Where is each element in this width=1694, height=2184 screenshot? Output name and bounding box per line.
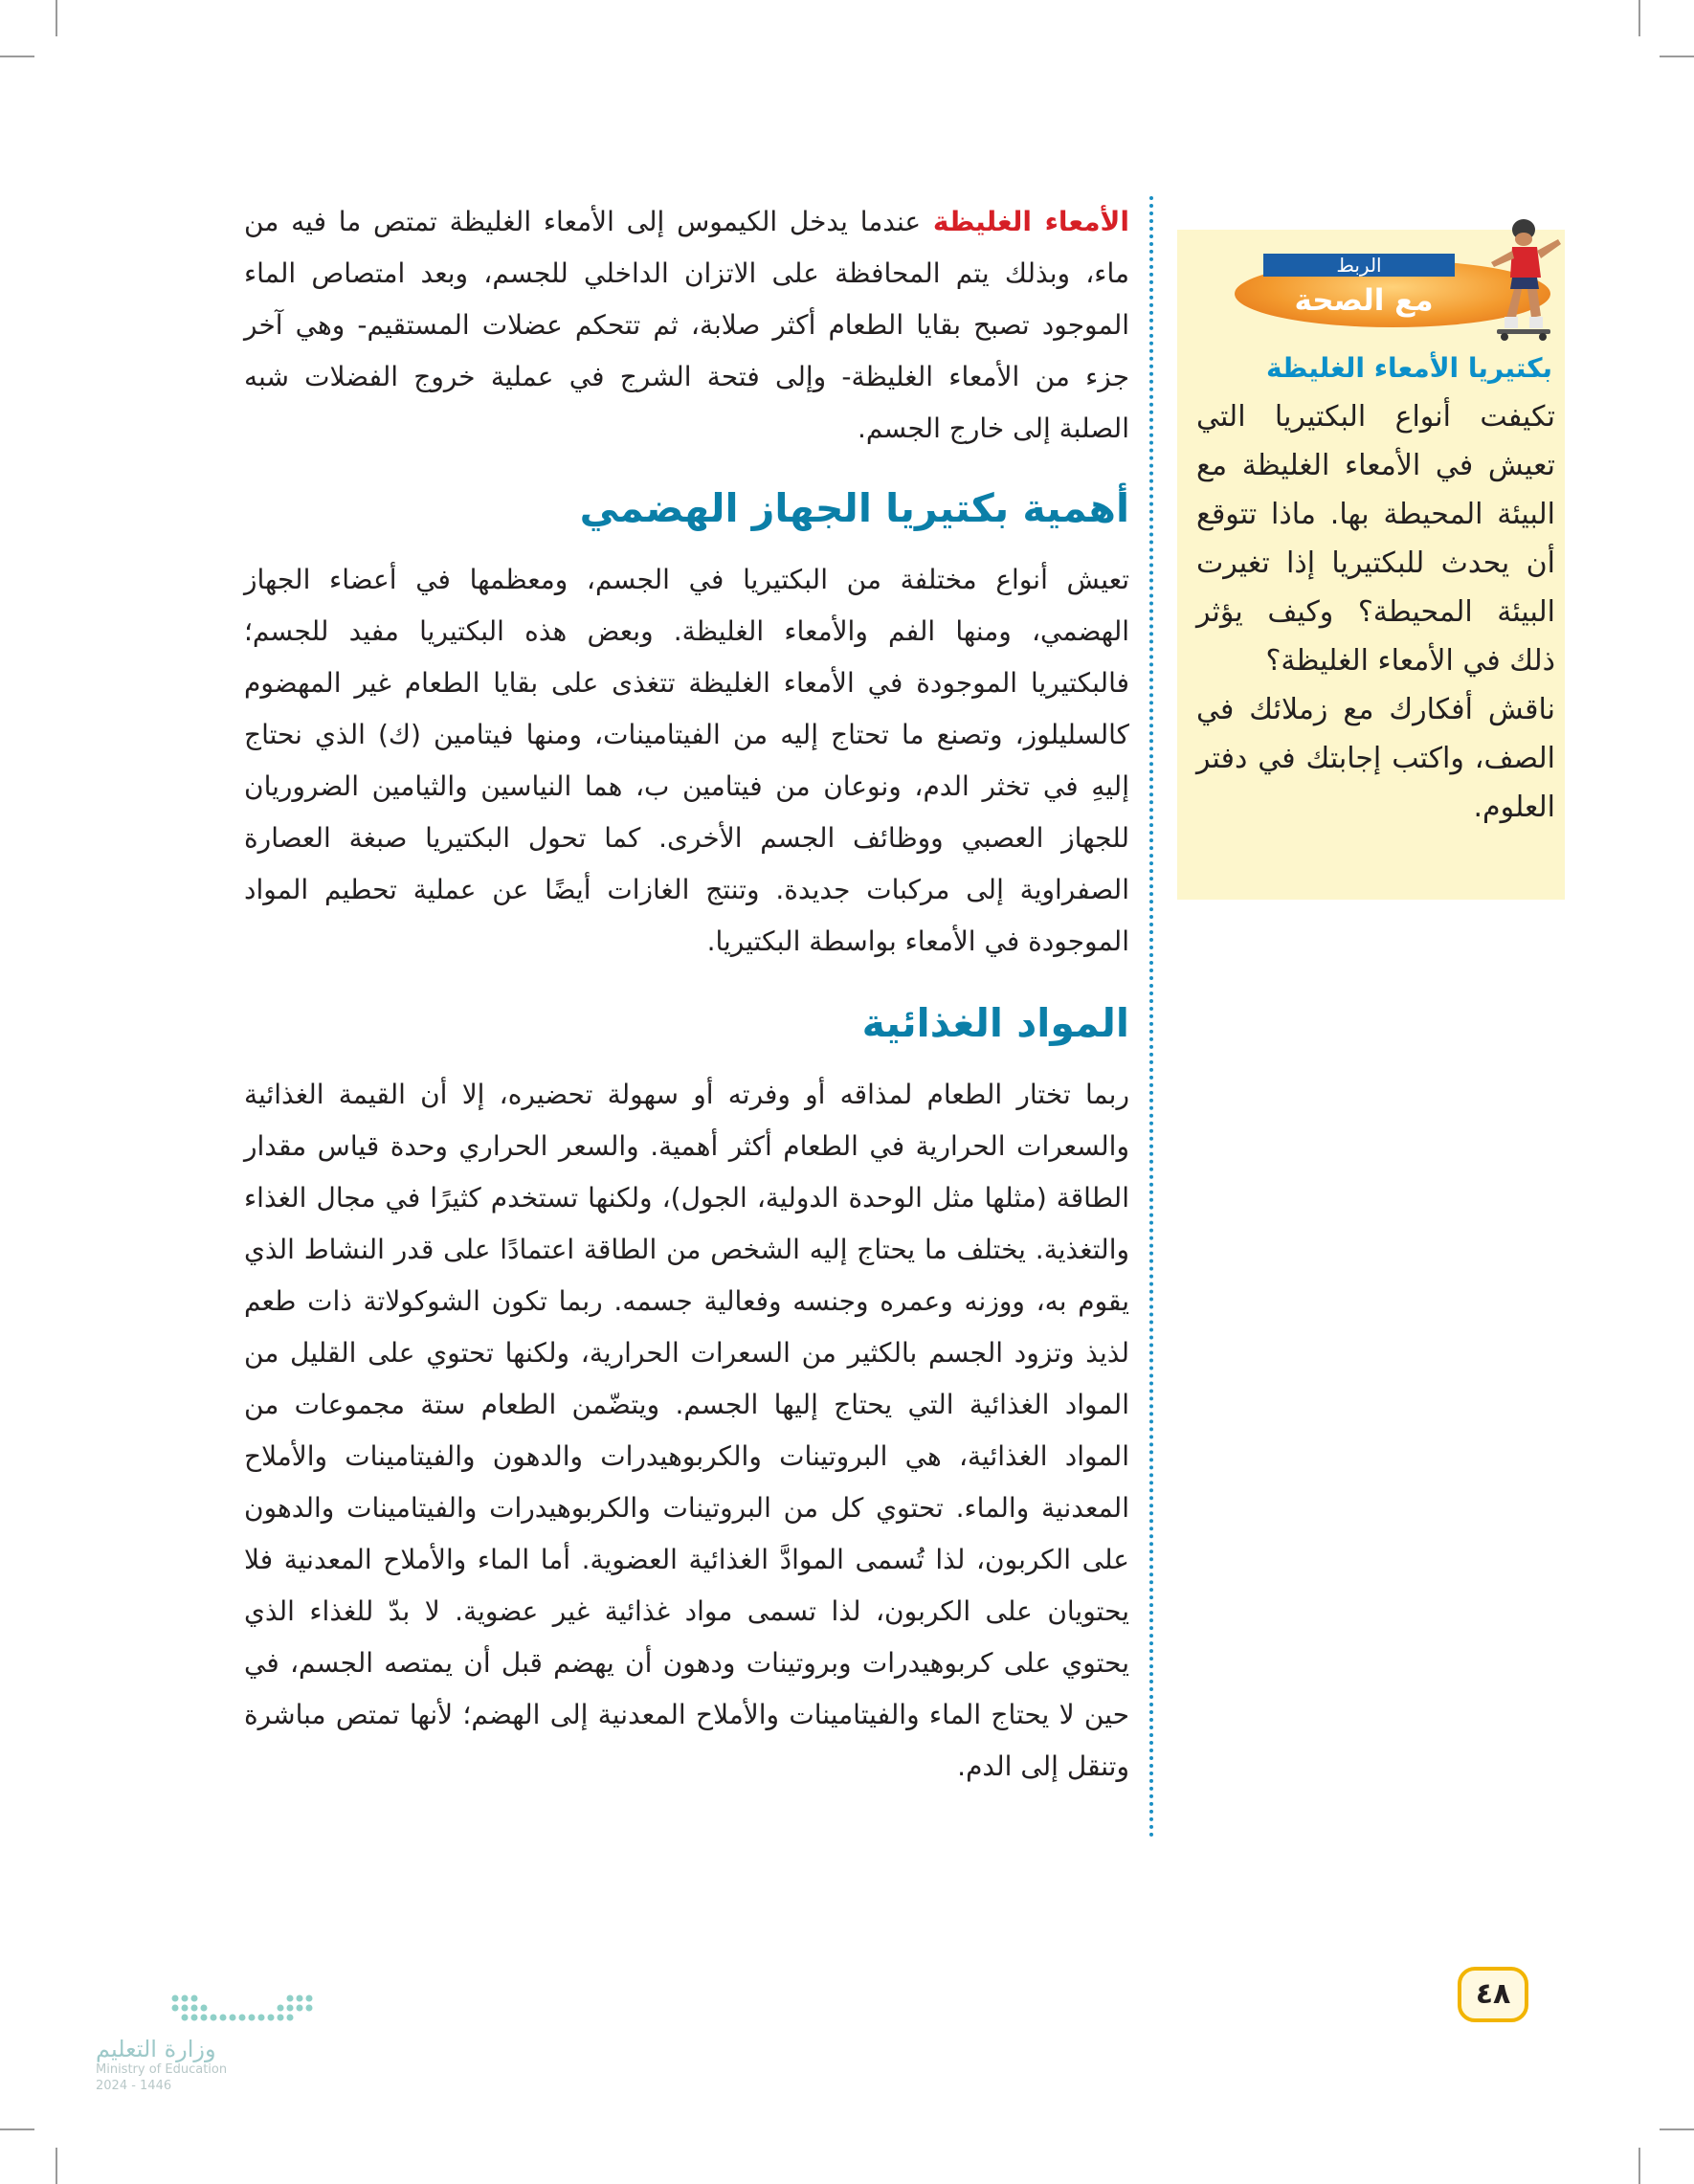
- skater-illustration: [1474, 218, 1565, 343]
- paragraph-nutrients: ربما تختار الطعام لمذاقه أو وفرته أو سهولة تحضيره، إلا أن القيمة الغذائية والسعرات الحرارية في الطعام أكثر أهمية. والسعر الحراري وحدة قياس مقدار الطاقة (مثلها مثل الوحدة الدولية، الجول)، ولكنها تستخدم كثيرًا في مجال الغذاء والتغذية. يختلف ما يحتاج إليه الشخص من الطاقة اعتمادًا على قدر النشاط الذي يقوم به، ووزنه وعمره وجنسه وفعالية جسمه. ربما تكون الشوكولاتة ذات طعم لذيذ وتزود الجسم بالكثير من السعرات الحرارية، ولكنها تحتوي على القليل من المواد الغذائية التي يحتاج إليها الجسم. ويتضّمن الطعام ستة مجموعات من المواد الغذائية، هي البروتينات والكربوهيدرات والدهون والفيتامينات والأملاح المعدنية والماء. تحتوي كل من البروتينات والكربوهيدرات والفيتامينات والدهون على الكربون، لذا تُسمى الموادَّ الغذائية العضوية. أما الماء والأملاح المعدنية فلا يحتويان على الكربون، لذا تسمى مواد غذائية غير عضوية. لا بدّ للغذاء الذي يحتوي على كربوهيدرات وبروتينات ودهون أن يهضم قبل أن يمتصه الجسم، في حين لا يحتاج الماء والفيتامينات والأملاح المعدنية إلى الهضم؛ لأنها تمتص مباشرة وتنقل إلى الدم.: [244, 1079, 1129, 1782]
- crop-mark: [1660, 56, 1694, 57]
- edition-year: 2024 - 1446: [96, 2079, 172, 2093]
- sidebar-title: بكتيريا الأمعاء الغليظة: [1265, 352, 1552, 384]
- paragraph-large-intestine: [244, 196, 1129, 455]
- ministry-name-arabic: وزارة التعليم: [96, 2036, 216, 2062]
- main-column: [244, 196, 1129, 1793]
- crop-mark: [1660, 2128, 1694, 2130]
- sidebar-body: [1196, 392, 1555, 832]
- key-term: الأمعاء الغليظة: [932, 206, 1129, 237]
- column-divider: [1149, 196, 1153, 1839]
- ministry-name-english: Ministry of Education: [96, 2062, 228, 2077]
- crop-mark: [56, 0, 57, 36]
- banner-bottom-label: مع الصحة: [1294, 283, 1434, 318]
- crop-mark: [1638, 0, 1640, 36]
- crop-mark: [0, 56, 34, 57]
- crop-mark: [56, 2148, 57, 2184]
- sidebar-activity: ناقش أفكارك مع زملائك في الصف، واكتب إجابتك في دفتر العلوم.: [1196, 693, 1555, 824]
- paragraph-text: عندما يدخل الكيموس إلى الأمعاء الغليظة تمتص ما فيه من ماء، وبذلك يتم المحافظة على الاتزان الداخلي للجسم، وبعد امتصاص الماء الموجود تصبح بقايا الطعام أكثر صلابة، ثم تتحكم عضلات المستقيم- وهي آخر جزء من الأمعاء الغليظة- وإلى فتحة الشرج في عملية خروج الفضلات شبه الصلبة إلى خارج الجسم.: [244, 206, 1129, 444]
- crop-mark: [0, 2128, 34, 2130]
- page-number: ٤٨: [1458, 1967, 1528, 2022]
- banner-top-label: الربط: [1263, 254, 1455, 277]
- crop-mark: [1638, 2148, 1640, 2184]
- paragraph-bacteria: تعيش أنواع مختلفة من البكتيريا في الجسم، ومعظمها في أعضاء الجهاز الهضمي، ومنها الفم والأمعاء الغليظة. وبعض هذه البكتيريا مفيد للجسم؛ فالبكتيريا الموجودة في الأمعاء الغليظة تتغذى على بقايا الطعام غير المهضوم كالسليلوز، وتصنع ما تحتاج إليه من الفيتامينات، ومنها فيتامين (ك) الذي نحتاج إليهِ في تخثر الدم، ونوعان من فيتامين ب، هما النياسين والثيامين الضروريان للجهاز العصبي ووظائف الجسم الأخرى. كما تحول البكتيريا صبغة العصارة الصفراوية إلى مركبات جديدة. وتنتج الغازات أيضًا عن عملية تحطيم المواد الموجودة في الأمعاء بواسطة البكتيريا.: [244, 564, 1129, 957]
- sidebar-question: تكيفت أنواع البكتيريا التي تعيش في الأمعاء الغليظة مع البيئة المحيطة بها. ماذا تتوقع أن يحدث للبكتيريا إذا تغيرت البيئة المحيطة؟ وكيف يؤثر ذلك في الأمعاء الغليظة؟: [1196, 400, 1555, 678]
- ministry-logo-icon: [167, 1991, 321, 2034]
- section-heading-bacteria: أهمية بكتيريا الجهاز الهضمي: [579, 485, 1129, 531]
- section-heading-nutrients: المواد الغذائية: [861, 1000, 1129, 1046]
